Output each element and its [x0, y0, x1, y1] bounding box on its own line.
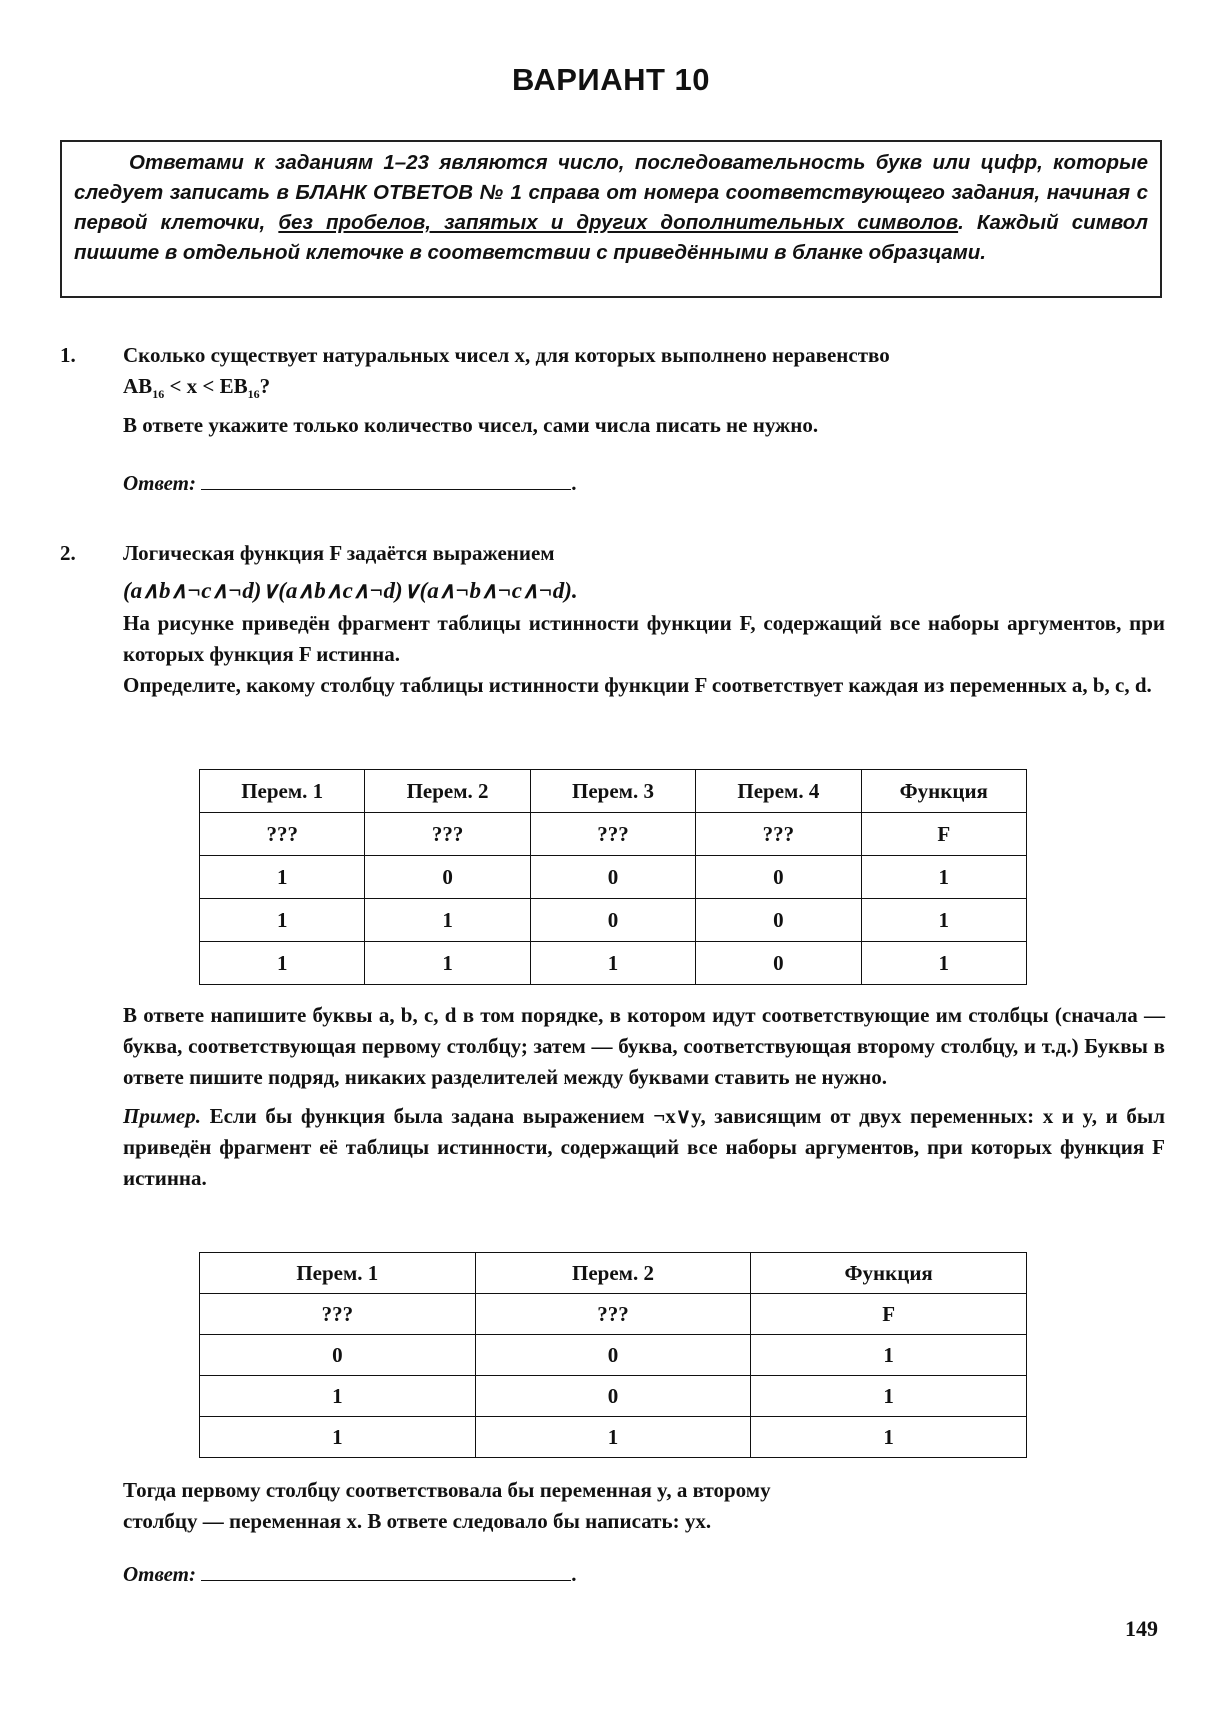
question-text: Определите, какому столбцу таблицы истинности функции F соответствует каждая из переменных a, b, c, d. [123, 673, 1152, 697]
truth-table: Перем. 1 Перем. 2 Перем. 3 Перем. 4 Функция ??? ??? ??? ??? F 1 0 0 0 1 1 1 0 0 1 1 1 1 0 1 [199, 769, 1027, 985]
answer-label: Ответ: [123, 471, 196, 496]
question-number: 1. [60, 343, 76, 367]
question-text: Логическая функция F задаётся выражением [123, 541, 555, 565]
table-row: 1 0 0 0 1 [200, 856, 1027, 899]
page-number: 149 [1125, 1616, 1158, 1641]
table-row: 1 0 1 [200, 1376, 1027, 1417]
table-row: 1 1 0 0 1 [200, 899, 1027, 942]
page-title: ВАРИАНТ 10 [512, 62, 710, 97]
table-row: 1 1 1 [200, 1417, 1027, 1458]
table-row: ??? ??? ??? ??? F [200, 813, 1027, 856]
question-text: Сколько существует натуральных чисел x, для которых выполнено неравенство [123, 343, 890, 367]
table-row: 0 0 1 [200, 1335, 1027, 1376]
instructions-underlined: без пробелов, запятых и других дополнительных символов [278, 211, 959, 234]
answer-field[interactable] [201, 1560, 571, 1581]
question-number: 2. [60, 541, 76, 565]
question-note: В ответе укажите только количество чисел, сами числа писать не нужно. [123, 413, 819, 438]
question-2-end: Тогда первому столбцу соответствовала бы переменная y, а второму столбцу — переменная x. В ответе следовало бы написать: yx. Ответ: . [60, 1475, 1165, 1590]
question-text: В ответе напишите буквы a, b, c, d в том порядке, в котором идут соответствующие им столбцы (сначала — буква, соответствующая первому столбцу; затем — буква, соответствующая второму столбцу, и т.д.) Буквы в ответе пишите подряд, никаких разделителей между буквами ставить не нужно. [123, 1003, 1165, 1089]
question-1: 1. Сколько существует натуральных чисел x, для которых выполнено неравенство $AB_{16} < x < EB_{16}$? В ответе укажите только количество чисел, сами числа писать не нужно. Ответ: . [60, 340, 1165, 499]
instructions-text-end: . Каждый символ пишите в отдельной клеточке в соответствии с приведёнными в бланке образцами. [74, 211, 1149, 264]
table-row: ??? ??? F [200, 1294, 1027, 1335]
question-2-continued [60, 1000, 1165, 1194]
logic-expression: (a∧b∧¬c∧¬d)∨(a∧b∧c∧¬d)∨(a∧¬b∧¬c∧¬d). [123, 578, 578, 603]
instructions-box [60, 140, 1162, 298]
inequality: $AB_{16} < x < EB_{16}$? [123, 374, 271, 402]
question-text: Тогда первому столбцу соответствовала бы переменная y, а второму столбцу — переменная x. В ответе следовало бы написать: yx. [123, 1478, 771, 1533]
answer-field[interactable] [201, 469, 571, 490]
question-2 [60, 538, 1165, 701]
table-row: 1 1 1 0 1 [200, 942, 1027, 985]
answer-label: Ответ: [123, 1562, 196, 1586]
example-text: Пример. Если бы функция была задана выражением ¬x∨y, зависящим от двух переменных: x и y, и был приведён фрагмент её таблицы истинности, содержащий все наборы аргументов, при которых функция F истинна. [123, 1104, 1165, 1190]
instructions-text: Ответами к заданиям 1–23 являются число, последовательность букв или цифр, которые следует записать в БЛАНК ОТВЕТОВ № 1 справа от номера соответствующего задания, начиная с первой клеточки, [74, 151, 1148, 234]
example-truth-table: Перем. 1 Перем. 2 Функция ??? ??? F 0 0 1 1 0 1 1 1 1 [199, 1252, 1027, 1458]
question-text: На рисунке приведён фрагмент таблицы истинности функции F, содержащий все наборы аргументов, при которых функция F истинна. [123, 611, 1165, 666]
